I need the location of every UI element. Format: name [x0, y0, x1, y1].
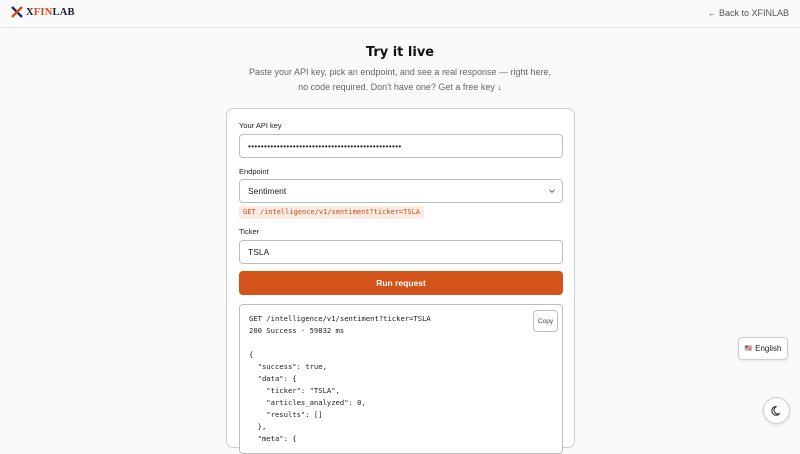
response-body-line: "ticker": "TSLA", [249, 386, 340, 395]
theme-toggle-button[interactable] [763, 397, 790, 424]
api-key-value: •••••••••••••••••••••••••••••••••••••••••••••••• [248, 141, 402, 151]
response-body-line: "success": true, [249, 362, 327, 371]
endpoint-label: Endpoint [239, 167, 269, 176]
language-switcher-button[interactable] [738, 337, 788, 360]
copy-button[interactable]: Copy [533, 310, 558, 332]
subtitle-line-2[interactable]: no code required. Don't have one? Get a free key ↓ [298, 82, 502, 92]
endpoint-selected-value: Sentiment [248, 186, 287, 196]
logo-text: XFINLAB [26, 6, 75, 18]
endpoint-path-chip: GET /intelligence/v1/sentiment?ticker=TSLA [239, 206, 424, 219]
response-body-line: "results": [] [249, 410, 323, 419]
top-bar [0, 0, 800, 28]
api-key-input[interactable] [239, 134, 563, 158]
chevron-down-icon [548, 187, 556, 195]
subtitle-line-1: Paste your API key, pick an endpoint, and see a real response — right here, [248, 67, 551, 77]
api-key-label: Your API key [239, 121, 282, 130]
language-label: English [755, 344, 782, 353]
response-body-line: "data": { [249, 374, 297, 383]
back-to-home-link[interactable]: ← Back to XFINLAB [707, 8, 789, 18]
moon-icon [771, 405, 783, 417]
run-request-button[interactable]: Run request [239, 271, 563, 295]
page-subtitle [0, 65, 800, 95]
response-body-line: "meta": { [249, 434, 297, 443]
ticker-value: TSLA [248, 247, 270, 257]
endpoint-select[interactable] [239, 179, 563, 203]
response-body-line: }, [249, 422, 267, 431]
us-flag-icon: 🇺🇸 [744, 346, 753, 352]
response-body-line: { [249, 350, 254, 359]
ticker-input[interactable] [239, 240, 563, 264]
page-title: Try it live [365, 45, 435, 60]
response-panel [239, 304, 563, 454]
ticker-label: Ticker [239, 227, 260, 236]
xfinlab-logo[interactable] [11, 6, 75, 18]
response-request-line: GET /intelligence/v1/sentiment?ticker=TSLA [249, 314, 431, 323]
response-body-line: "articles_analyzed": 0, [249, 398, 366, 407]
response-status-line: 200 Success · 59832 ms [249, 326, 345, 335]
xfinlab-logo-icon [11, 6, 23, 18]
try-it-card [226, 108, 575, 448]
